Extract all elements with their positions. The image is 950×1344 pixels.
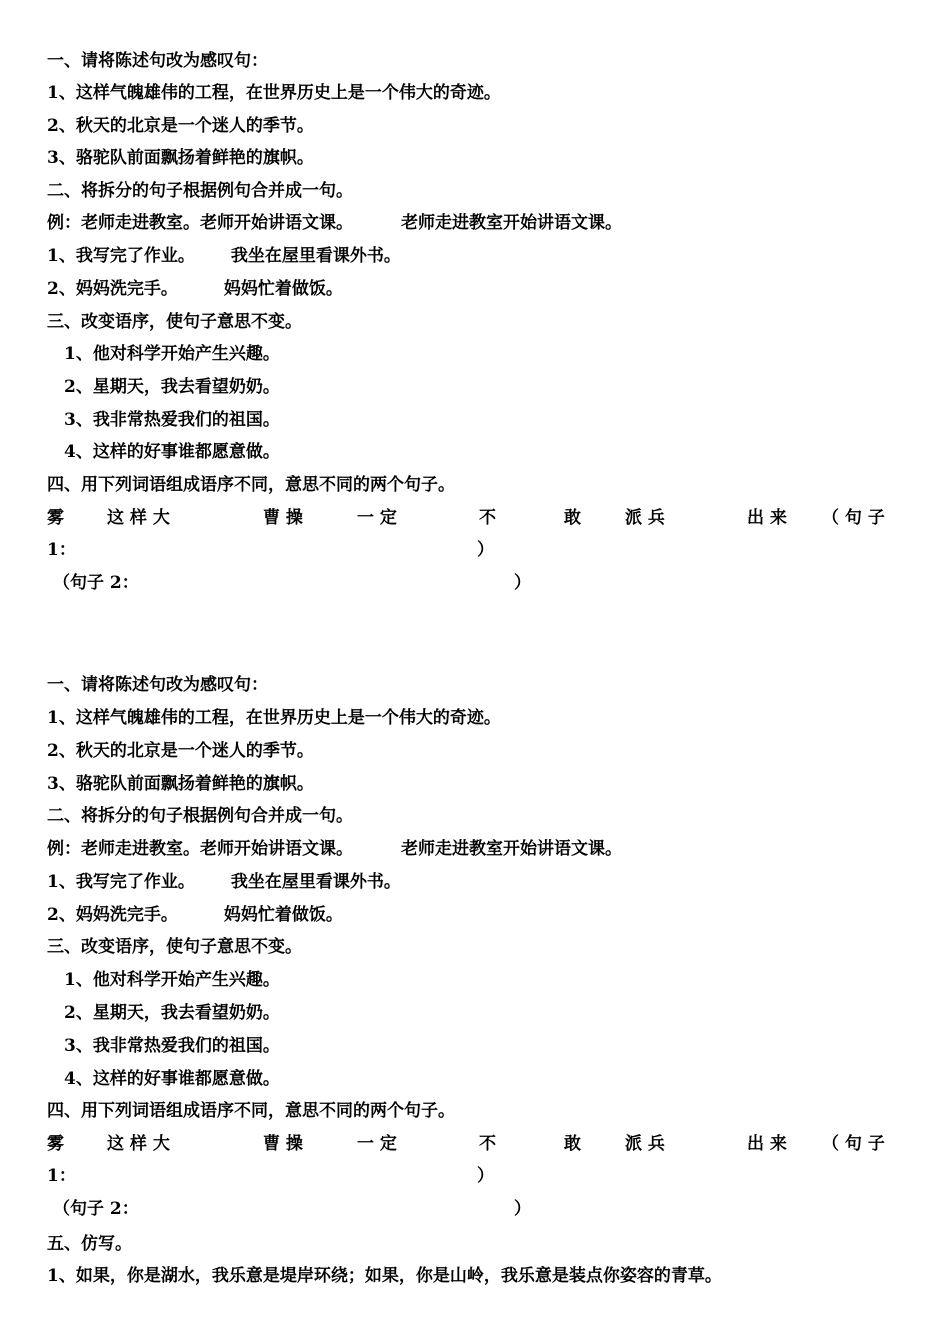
answer-line-1: 1： ） <box>47 540 494 560</box>
section-heading-1: 一、请将陈述句改为感叹句： <box>47 51 268 71</box>
sentence-item: 2、秋天的北京是一个迷人的季节。 <box>47 116 314 136</box>
answer-line-2: （句子 2： ） <box>53 1199 531 1219</box>
sentence-item: 1、我写完了作业。 我坐在屋里看课外书。 <box>47 872 401 892</box>
sentence-item: 3、我非常热爱我们的祖国。 <box>64 410 280 430</box>
answer-line-1: 1： ） <box>47 1166 494 1186</box>
section-heading-2: 二、将拆分的句子根据例句合并成一句。 <box>47 181 353 201</box>
sentence-item: 1、这样气魄雄伟的工程，在世界历史上是一个伟大的奇迹。 <box>47 708 501 728</box>
sentence-item: 2、星期天，我去看望奶奶。 <box>64 377 280 397</box>
sentence-item: 3、骆驼队前面飘扬着鲜艳的旗帜。 <box>47 774 314 794</box>
sentence-item: 1、他对科学开始产生兴趣。 <box>64 344 280 364</box>
sentence-item: 1、这样气魄雄伟的工程，在世界历史上是一个伟大的奇迹。 <box>47 83 501 103</box>
sentence-item: 1、如果，你是湖水，我乐意是堤岸环绕；如果，你是山岭，我乐意是装点你姿容的青草。 <box>47 1266 722 1286</box>
sentence-item: 4、这样的好事谁都愿意做。 <box>64 1069 280 1089</box>
example-split: 例：老师走进教室。老师开始讲语文课。 <box>47 213 353 233</box>
section-heading-3: 三、改变语序，使句子意思不变。 <box>47 937 302 957</box>
sentence-item: 2、星期天，我去看望奶奶。 <box>64 1003 280 1023</box>
section-heading-5: 五、仿写。 <box>47 1234 132 1254</box>
section-heading-1: 一、请将陈述句改为感叹句： <box>47 675 268 695</box>
section-heading-4: 四、用下列词语组成语序不同，意思不同的两个句子。 <box>47 1101 455 1121</box>
section-heading-3: 三、改变语序，使句子意思不变。 <box>47 312 302 332</box>
example-sentence <box>47 839 622 859</box>
sentence-item: 2、秋天的北京是一个迷人的季节。 <box>47 741 314 761</box>
sentence-item: 1、他对科学开始产生兴趣。 <box>64 970 280 990</box>
sentence-item: 3、我非常热爱我们的祖国。 <box>64 1036 280 1056</box>
sentence-item: 1、我写完了作业。 我坐在屋里看课外书。 <box>47 246 401 266</box>
example-merged: 老师走进教室开始讲语文课。 <box>401 839 622 859</box>
answer-line-2: （句子 2： ） <box>53 573 531 593</box>
sentence-item: 4、这样的好事谁都愿意做。 <box>64 442 280 462</box>
sentence-item: 2、妈妈洗完手。 妈妈忙着做饭。 <box>47 905 343 925</box>
example-sentence <box>47 213 622 233</box>
section-heading-4: 四、用下列词语组成语序不同，意思不同的两个句子。 <box>47 475 455 495</box>
example-merged: 老师走进教室开始讲语文课。 <box>401 213 622 233</box>
sentence-item: 3、骆驼队前面飘扬着鲜艳的旗帜。 <box>47 148 314 168</box>
sentence-item: 2、妈妈洗完手。 妈妈忙着做饭。 <box>47 279 343 299</box>
word-list: 雾 这 样 大 曹 操 一 定 不 敢 派 兵 出 来 （ 句 子 <box>47 1134 885 1154</box>
word-list: 雾 这 样 大 曹 操 一 定 不 敢 派 兵 出 来 （ 句 子 <box>47 508 885 528</box>
section-heading-2: 二、将拆分的句子根据例句合并成一句。 <box>47 806 353 826</box>
example-split: 例：老师走进教室。老师开始讲语文课。 <box>47 839 353 859</box>
